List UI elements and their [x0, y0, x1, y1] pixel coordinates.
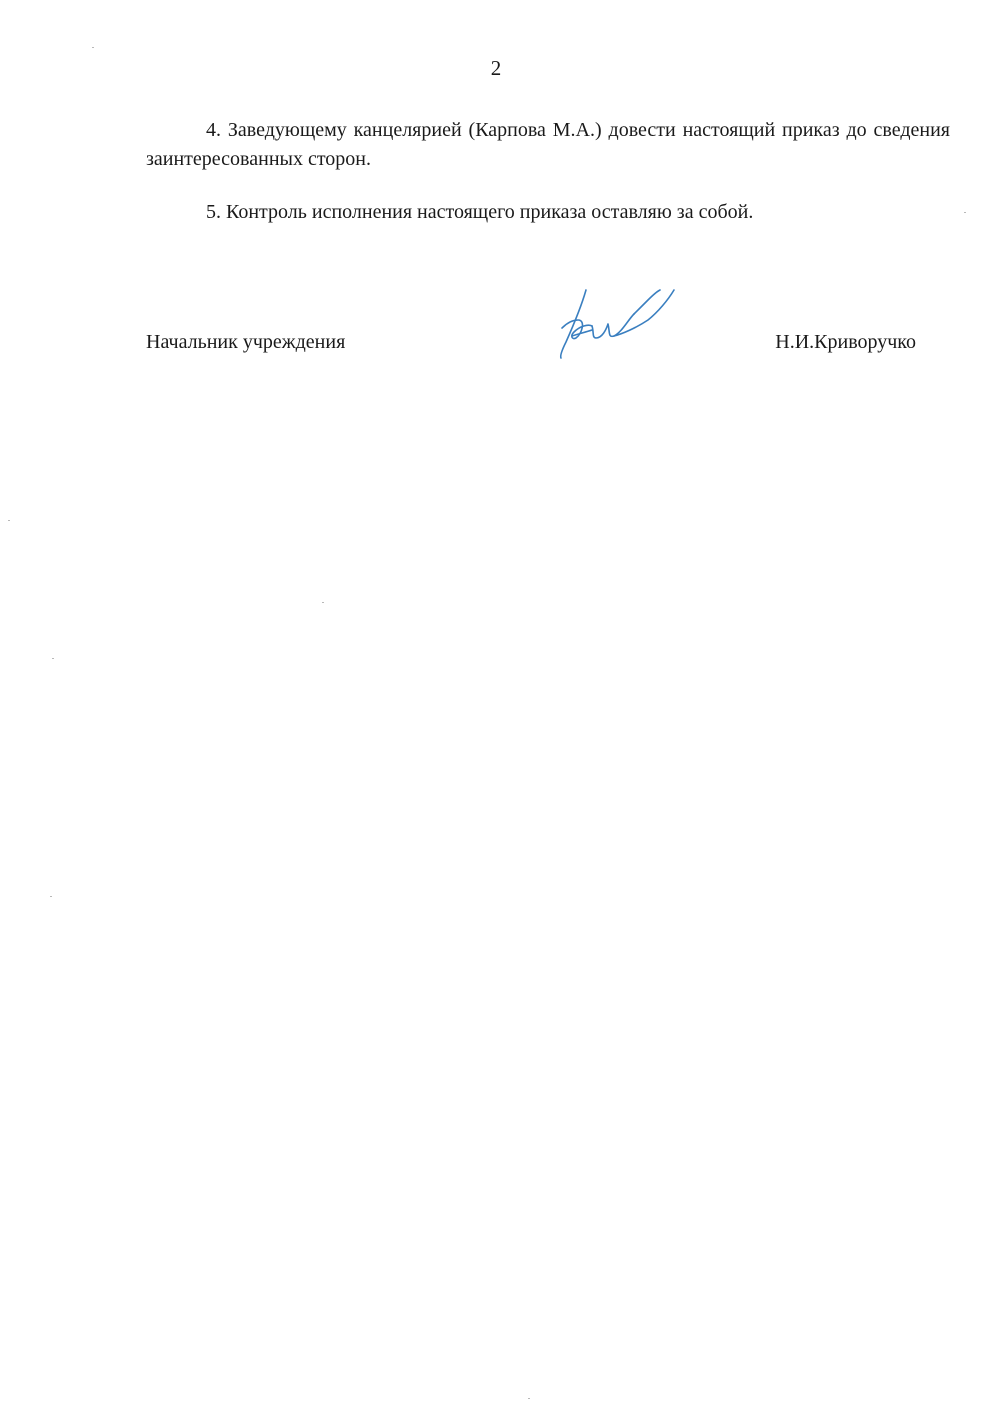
scan-speck	[92, 47, 94, 48]
signatory-name: Н.И.Криворучко	[775, 331, 916, 353]
scan-speck	[8, 520, 10, 521]
scan-speck	[964, 212, 966, 213]
paragraph-5: 5. Контроль исполнения настоящего приказа оставляю за собой.	[206, 201, 754, 223]
scan-speck	[322, 602, 324, 603]
signature-block	[146, 331, 916, 361]
scan-speck	[52, 658, 54, 659]
paragraph-4: 4. Заведующему канцелярией (Карпова М.А.) довести настоящий приказ до сведения заинтересованных сторон.	[146, 119, 950, 170]
scan-speck	[50, 896, 52, 897]
signatory-position: Начальник учреждения	[146, 331, 346, 353]
handwritten-signature	[552, 280, 682, 366]
scan-speck	[528, 1398, 530, 1399]
page-number: 2	[490, 56, 502, 80]
